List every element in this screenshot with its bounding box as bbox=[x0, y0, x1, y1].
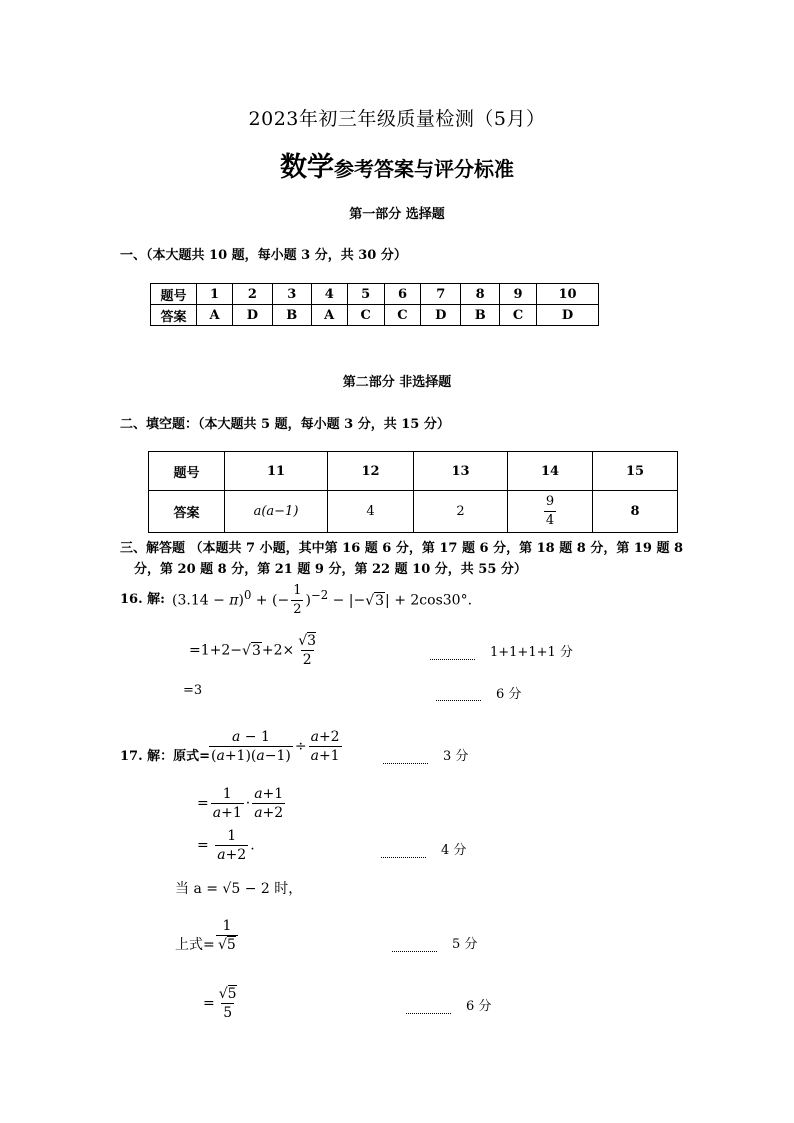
answer-13: 2 bbox=[414, 491, 508, 533]
q17-score-4: 6 分 bbox=[466, 999, 492, 1014]
subtitle-subject: 数学 bbox=[280, 152, 334, 183]
q17-score-3: 5 分 bbox=[452, 937, 478, 952]
part1-section-label: 一、（本大题共 10 题，每小题 3 分，共 30 分） bbox=[120, 248, 407, 263]
choice-answer-table bbox=[150, 283, 599, 326]
table-cell: 7 bbox=[421, 284, 461, 305]
q16-dotted-leader-2 bbox=[436, 689, 481, 708]
table-cell: 9 bbox=[500, 284, 537, 305]
q17-dotted-leader-1 bbox=[383, 752, 428, 771]
table-cell: 13 bbox=[414, 452, 508, 491]
q16-expression: $(3.14 - \pi)^0$ + (− $\frac{1}{2}$ )$^{-2}$ − |−√3| + 2cos30°. bbox=[172, 583, 473, 617]
table-cell: 15 bbox=[593, 452, 678, 491]
part1-heading: 第一部分 选择题 bbox=[349, 207, 445, 222]
table-row-answers bbox=[149, 491, 678, 533]
table-cell: 14 bbox=[508, 452, 593, 491]
table-cell: B bbox=[272, 305, 311, 326]
table-cell: 1 bbox=[197, 284, 233, 305]
table-cell: A bbox=[197, 305, 233, 326]
answer-11: a(a−1) bbox=[225, 491, 328, 533]
row-label-answers: 答案 bbox=[151, 305, 197, 326]
q17-score-1: 3 分 bbox=[443, 749, 469, 764]
table-row-questions bbox=[151, 284, 599, 305]
table-row-answers bbox=[151, 305, 599, 326]
q17-expression: $\frac{a - 1}{(a+1)(a-1)}$ ÷ $\frac{a+2}{a+1}$ bbox=[211, 729, 340, 764]
q16-label: 16. 解: bbox=[120, 592, 165, 607]
part2-section-label: 二、填空题：（本大题共 5 题，每小题 3 分，共 15 分） bbox=[120, 417, 450, 432]
document-subtitle bbox=[0, 145, 794, 184]
row-label-questions: 题号 bbox=[151, 284, 197, 305]
table-cell: 11 bbox=[225, 452, 328, 491]
q17-dotted-leader-4 bbox=[406, 1002, 451, 1021]
part3-section-line2: 分，第 20 题 8 分，第 21 题 9 分，第 22 题 10 分，共 55 分） bbox=[134, 562, 527, 577]
table-cell: 5 bbox=[347, 284, 384, 305]
row-label-answers: 答案 bbox=[149, 491, 225, 533]
table-cell: C bbox=[347, 305, 384, 326]
q17-step2: = $\frac{1}{a+2}$ . bbox=[197, 828, 255, 863]
q17-result: = $\frac{√5}{5}$ bbox=[203, 986, 237, 1021]
answer-12: 4 bbox=[328, 491, 414, 533]
answer-14: $\frac{9}{4}$ bbox=[508, 491, 593, 533]
table-cell: C bbox=[500, 305, 537, 326]
row-label-questions: 题号 bbox=[149, 452, 225, 491]
part2-heading: 第二部分 非选择题 bbox=[342, 375, 452, 390]
q16-step2: =3 bbox=[183, 683, 203, 698]
q16-dotted-leader-1 bbox=[430, 648, 475, 667]
subtitle-rest: 参考答案与评分标准 bbox=[334, 157, 514, 181]
table-cell: 6 bbox=[384, 284, 421, 305]
table-cell: 8 bbox=[461, 284, 500, 305]
q16-score-1: 1+1+1+1 分 bbox=[490, 645, 573, 660]
q17-condition: 当 a = √5 − 2 时， bbox=[175, 881, 303, 897]
table-cell: 2 bbox=[232, 284, 272, 305]
q17-dotted-leader-2 bbox=[381, 846, 426, 865]
q16-score-2: 6 分 bbox=[496, 687, 522, 702]
q17-dotted-leader-3 bbox=[392, 940, 437, 959]
q16-step1: =1+2−√3+2× $\frac{√3}{2}$ bbox=[189, 633, 317, 668]
table-cell: 3 bbox=[272, 284, 311, 305]
table-cell: D bbox=[232, 305, 272, 326]
table-cell: C bbox=[384, 305, 421, 326]
table-cell: B bbox=[461, 305, 500, 326]
document-title: 2023年初三年级质量检测（5月） bbox=[248, 108, 546, 130]
part3-section-line1: 三、解答题 （本题共 7 小题，其中第 16 题 6 分，第 17 题 6 分，第 18 题 8 分，第 19 题 8 bbox=[120, 541, 684, 556]
q17-label: 17. 解：原式= bbox=[120, 749, 211, 764]
fill-blank-answer-table bbox=[148, 451, 678, 533]
table-cell: 4 bbox=[311, 284, 347, 305]
answer-15: 8 bbox=[593, 491, 678, 533]
table-cell: A bbox=[311, 305, 347, 326]
table-cell: 10 bbox=[537, 284, 599, 305]
q17-step1: = $\frac{1}{a+1}$ · $\frac{a+1}{a+2}$ bbox=[197, 786, 284, 821]
q17-substitute-label: 上式= bbox=[175, 937, 215, 953]
table-cell: 12 bbox=[328, 452, 414, 491]
table-row-questions bbox=[149, 452, 678, 491]
table-cell: D bbox=[421, 305, 461, 326]
q17-score-2: 4 分 bbox=[441, 843, 467, 858]
q17-substitute-fraction: $\frac{1}{√5}$ bbox=[218, 918, 236, 953]
table-cell: D bbox=[537, 305, 599, 326]
